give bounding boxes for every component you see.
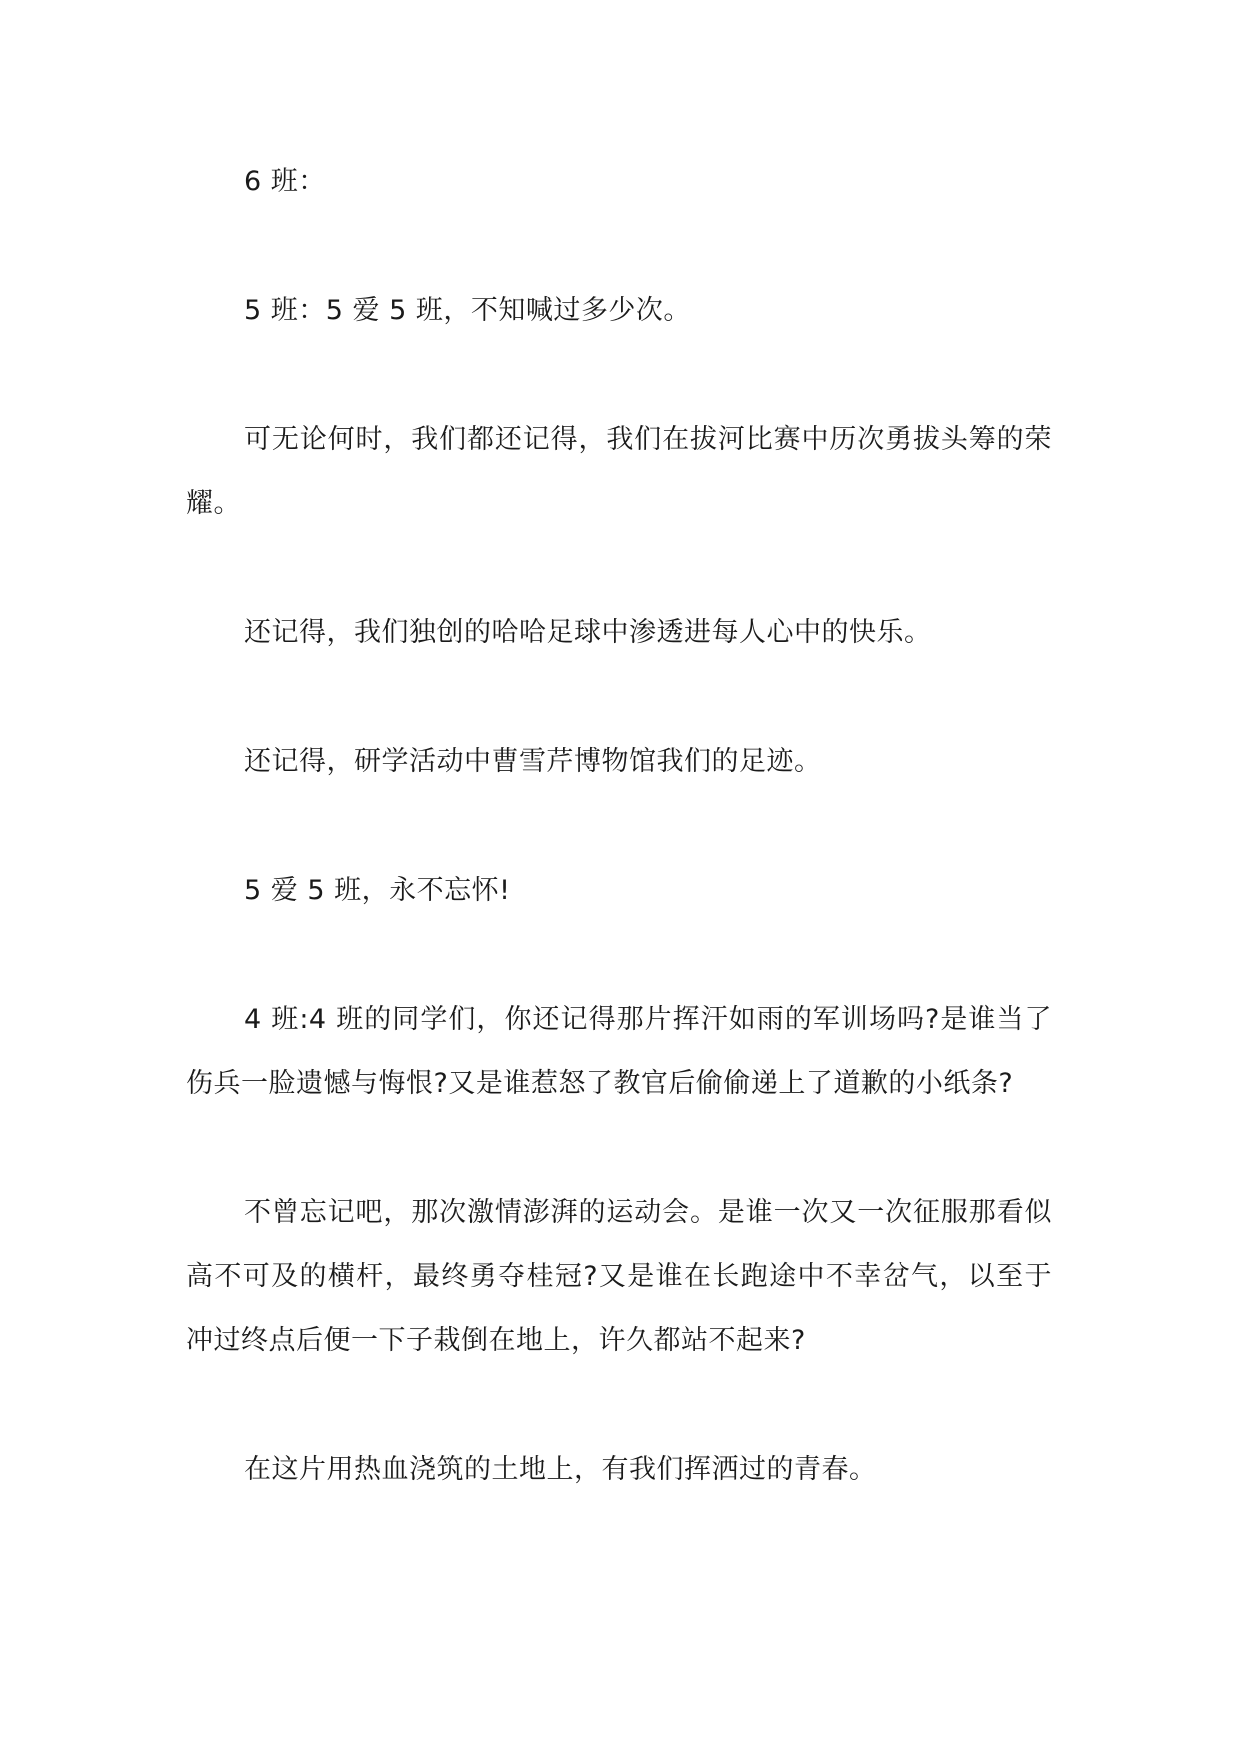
paragraph-tug-of-war: 可无论何时，我们都还记得，我们在拔河比赛中历次勇拔头筹的荣耀。 [186, 424, 1052, 519]
paragraph-class-4-military-training: 4 班:4 班的同学们，你还记得那片挥汗如雨的军训场吗?是谁当了伤兵一脸遗憾与悔恨?又是谁惹怒了教官后偷偷递上了道歉的小纸条? [186, 1004, 1052, 1099]
paragraph-youth: 在这片用热血浇筑的土地上，有我们挥洒过的青春。 [244, 1454, 877, 1485]
paragraph-museum-trip: 还记得，研学活动中曹雪芹博物馆我们的足迹。 [244, 746, 822, 777]
paragraph-sports-meet: 不曾忘记吧，那次激情澎湃的运动会。是谁一次又一次征服那看似高不可及的横杆，最终勇夺桂冠?又是谁在长跑途中不幸岔气，以至于冲过终点后便一下子栽倒在地上，许久都站不起来? [186, 1197, 1052, 1356]
paragraph-haha-football: 还记得，我们独创的哈哈足球中渗透进每人心中的快乐。 [244, 617, 932, 648]
document-body [186, 150, 1052, 1502]
paragraph-class-5-intro: 5 班：5 爱 5 班，不知喊过多少次。 [244, 295, 691, 326]
paragraph-class-5-motto: 5 爱 5 班，永不忘怀! [244, 875, 511, 906]
paragraph-class-6-heading: 6 班： [244, 166, 326, 197]
